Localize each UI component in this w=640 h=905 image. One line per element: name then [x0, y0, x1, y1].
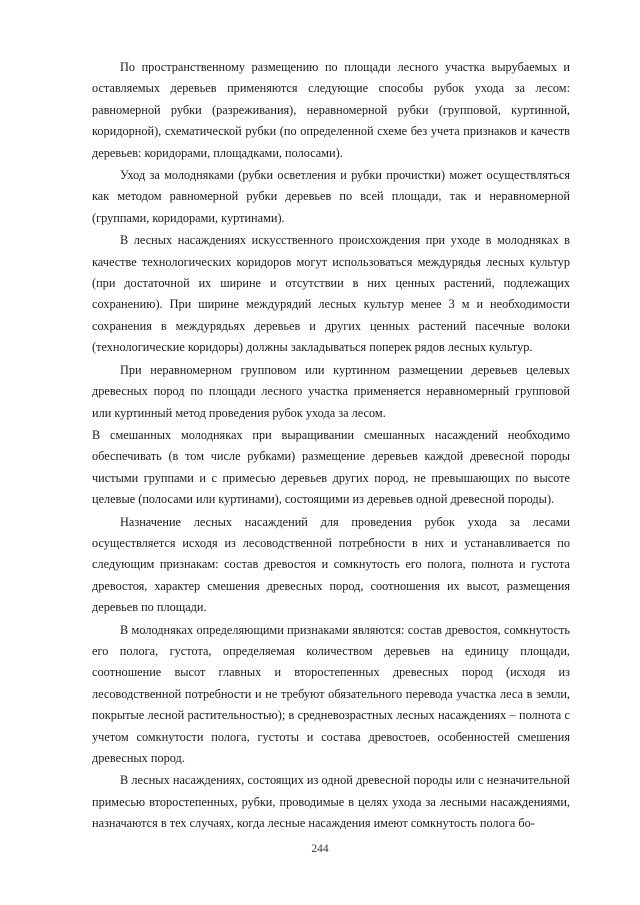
body-text — [92, 57, 570, 835]
paragraph-2: Уход за молодняками (рубки осветления и рубки прочистки) может осуществляться как методом равномерной рубки деревьев по всей площади, так и неравномерной (группами, коридорами, куртинами). — [92, 168, 570, 225]
page-number: 244 — [311, 843, 329, 855]
paragraph-4: При неравномерном групповом или куртинном размещении деревьев целевых древесных пород по площади лесного участка применяется неравномерный групповой или куртинный метод проведения рубок ухода за лесом. — [92, 362, 570, 420]
paragraph-5: В смешанных молодняках при выращивании смешанных насаждений необходимо обеспечивать (в том числе рубками) размещение деревьев каждой древесной породы чистыми группами и с примесью деревьев других пород, не превышающих по высоте целевые (полосами или куртинами), состоящими из деревьев одной древесной породы). — [92, 427, 570, 507]
paragraph-7: В молодняках определяющими признаками являются: состав древостоя, сомкнутость его полога, густота, определяемая количеством деревьев на единицу площади, соотношение высот главных и второстепенных древесных пород (исходя из лесоводственной потребности и не требуют обязательного перевода участка леса в земли, покрытые лесной растительностью); в средневозрастных лесных насаждениях – полнота с учетом сомкнутости полога, густоты и состава древостоев, особенностей смешения древесных пород. — [92, 622, 570, 765]
paragraph-1: По пространственному размещению по площади лесного участка вырубаемых и оставляемых деревьев применяются следующие способы рубок ухода за лесом: равномерной рубки (разреживания), неравномерной рубки (групповой, куртинной, коридорной), схематической рубки (по определенной схеме без учета признаков и качеств деревьев: коридорами, площадками, полосами). — [92, 60, 570, 160]
paragraph-6: Назначение лесных насаждений для проведения рубок ухода за лесами осуществляется исходя из лесоводственной потребности в них и устанавливается по следующим признакам: состав древостоя и сомкнутость его полога, полнота и густота древостоя, характер смешения древесных пород, соотношения их высот, размещения деревьев по площади. — [92, 514, 570, 615]
paragraph-3: В лесных насаждениях искусственного происхождения при уходе в молодняках в качестве технологических коридоров могут использоваться междурядья лесных культур (при достаточной их ширине и отсутствии в них ценных растений, подлежащих сохранению). При ширине междурядий лесных культур менее 3 м и необходимости сохранения в междурядьях деревьев и других ценных растений пасечные волоки (технологические коридоры) должны закладываться поперек рядов лесных культур. — [92, 233, 570, 355]
paragraph-8: В лесных насаждениях, состоящих из одной древесной породы или с незначительной примесью второстепенных, рубки, проводимые в целях ухода за лесными насаждениями, назначаются в тех случаях, когда лесные насаждения имеют сомкнутость полога бо- — [92, 773, 570, 831]
